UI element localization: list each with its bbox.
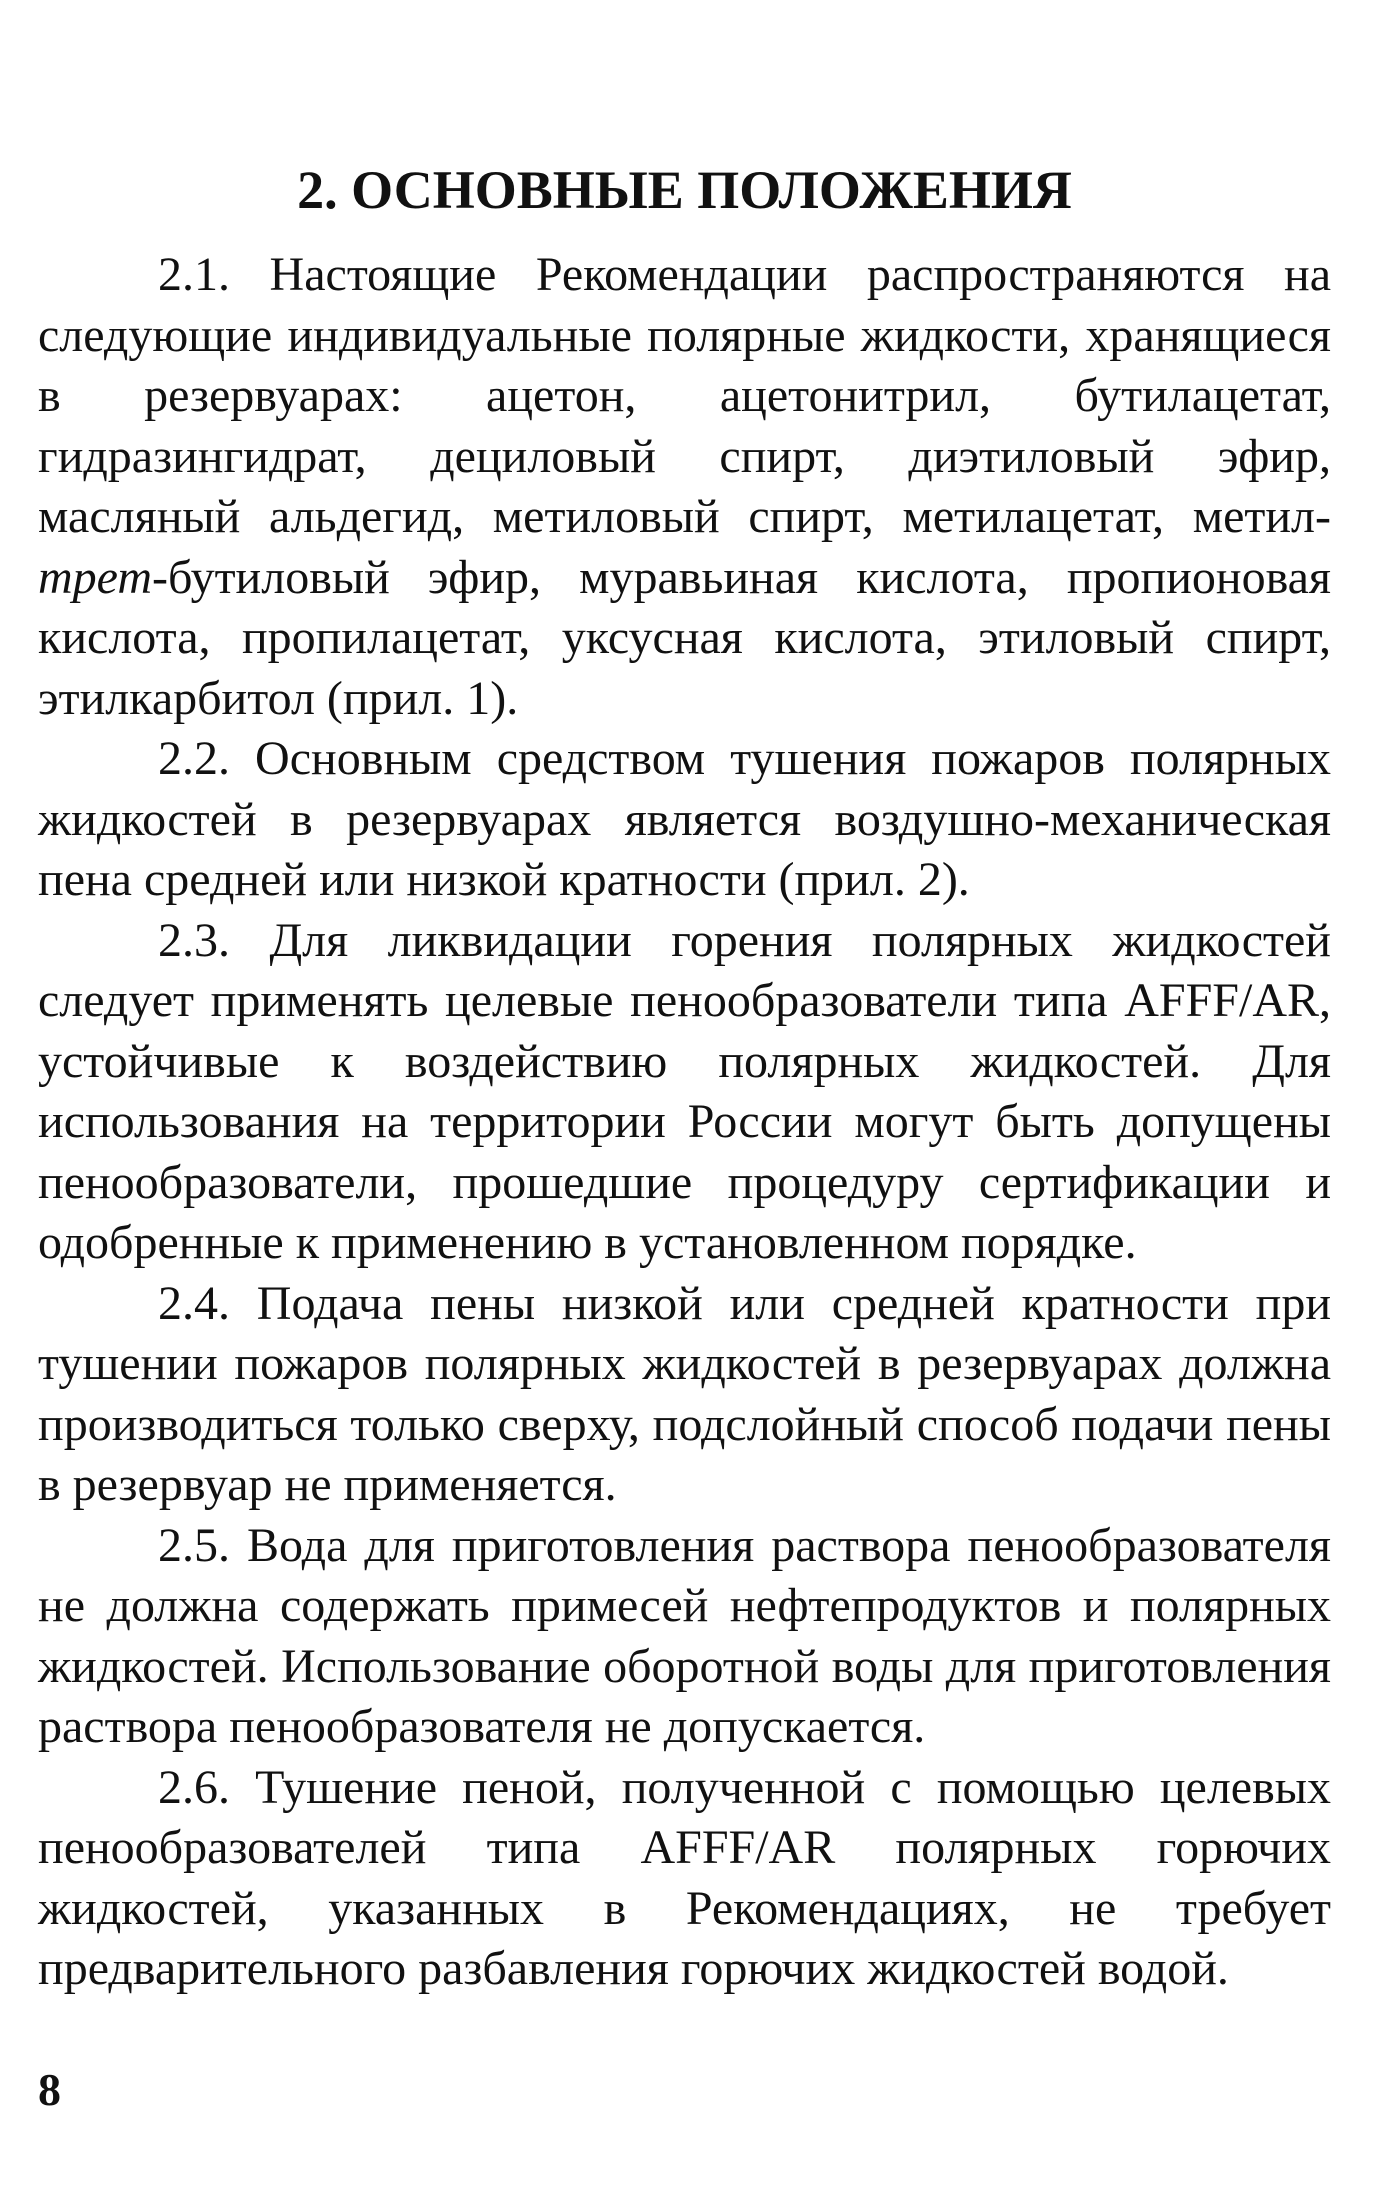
paragraph-number: 2.2.: [158, 732, 230, 785]
paragraph-text: Основным средством тушения пожаров полярных жидкостей в резервуарах является воздушно-механическая пена средней или низкой кратности (прил. 2).: [38, 732, 1331, 906]
paragraph-text: Для ликвидации горения полярных жидкостей следует применять целевые пенообразователи типа AFFF/AR, устойчивые к воздействию полярных жидкостей. Для использования на территории России могут быть допущены пенообразователи, прошедшие процедуру сертификации и одобренные к применению в установленном порядке.: [38, 913, 1331, 1269]
paragraph-2-6: [38, 1758, 1331, 2000]
paragraph-2-4: [38, 1274, 1331, 1516]
paragraph-text: Тушение пеной, полученной с помощью целевых пенообразователей типа AFFF/AR полярных горючих жидкостей, указанных в Рекомендациях, не требует предварительного разбавления горючих жидкостей водой.: [38, 1760, 1331, 1995]
paragraph-2-3: [38, 911, 1331, 1274]
paragraph-number: 2.4.: [158, 1276, 230, 1330]
paragraph-text: Подача пены низкой или средней кратности при тушении пожаров полярных жидкостей в резервуарах должна производиться только сверху, подслойный способ подачи пены в резервуар не применяется.: [38, 1276, 1331, 1511]
document-page: [38, 0, 1331, 2212]
paragraph-2-2: [38, 729, 1331, 911]
paragraph-number: 2.5.: [158, 1518, 230, 1572]
page-number: 8: [38, 2064, 61, 2115]
paragraph-2-5: [38, 1516, 1331, 1758]
paragraph-italic-text: трет: [38, 550, 152, 604]
paragraph-2-1: [38, 245, 1331, 729]
paragraph-text-continued: -бутиловый эфир, муравьиная кислота, пропионовая кислота, пропилацетат, уксусная кислота, этиловый спирт, этилкарбитол (прил. 1).: [38, 550, 1331, 725]
paragraph-number: 2.6.: [158, 1760, 230, 1814]
paragraph-text: Вода для приготовления раствора пенообразователя не должна содержать примесей нефтепродуктов и полярных жидкостей. Использование оборотной воды для приготовления раствора пенообразователя не допускается.: [38, 1518, 1331, 1753]
section-body: [38, 245, 1331, 2000]
paragraph-number: 2.1.: [158, 248, 230, 301]
paragraph-text: Настоящие Рекомендации распространяются на следующие индивидуальные полярные жидкости, хранящиеся в резервуарах: ацетон, ацетонитрил, бутилацетат, гидразингидрат, дециловый спирт, диэтиловый эфир, масляный альдегид, метиловый спирт, метилацетат, метил-: [38, 248, 1331, 543]
section-heading: 2. ОСНОВНЫЕ ПОЛОЖЕНИЯ: [297, 160, 1072, 220]
paragraph-number: 2.3.: [158, 913, 230, 967]
